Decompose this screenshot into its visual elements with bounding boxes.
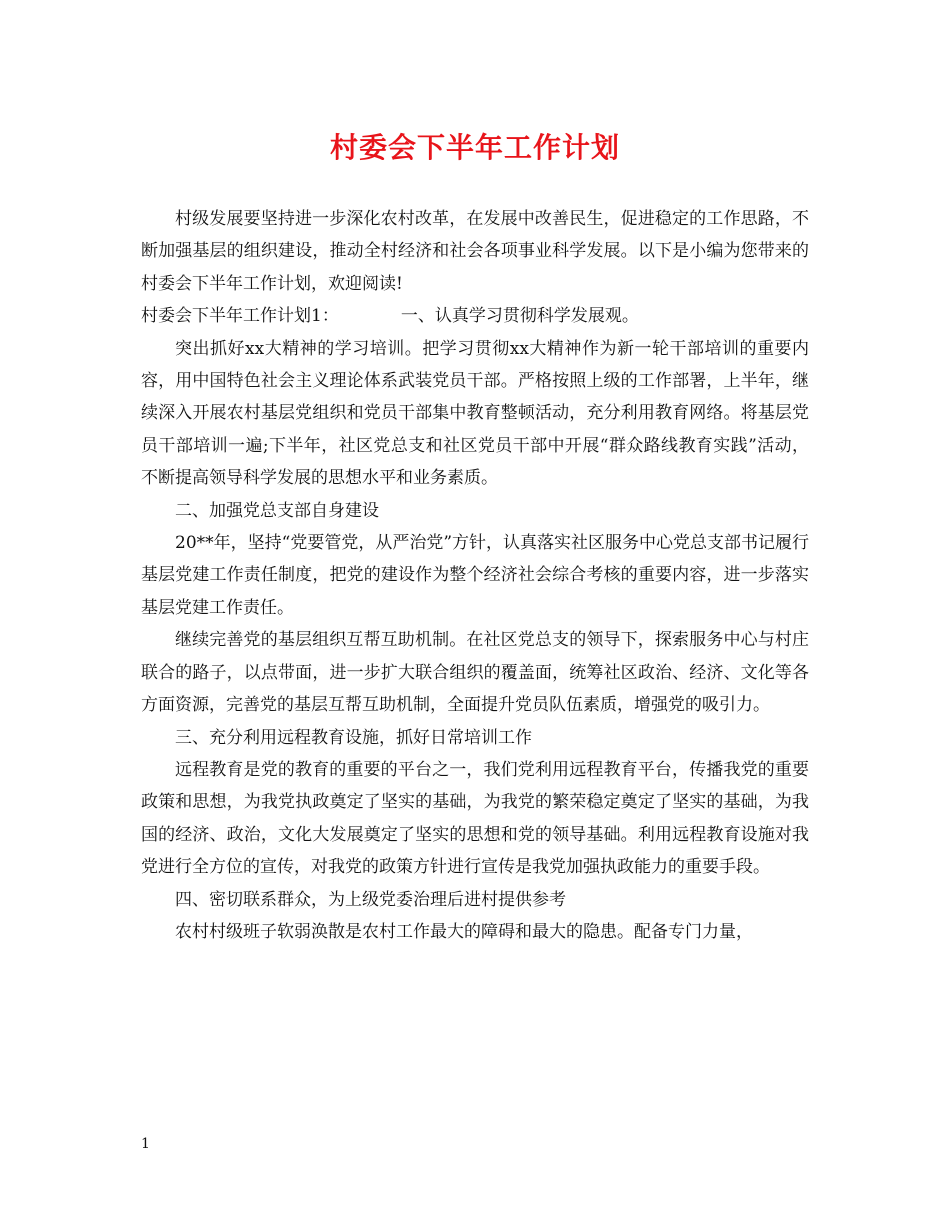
body-paragraph: 继续完善党的基层组织互帮互助机制。在社区党总支的领导下，探索服务中心与村庄联合的路子，以点带面，进一步扩大联合组织的覆盖面，统筹社区政治、经济、文化等各方面资源，完善党的基层互帮互助机制，全面提升党员队伍素质，增强党的吸引力。 xyxy=(141,630,809,716)
section-heading-1: 一、认真学习贯彻科学发展观。 xyxy=(400,306,639,327)
document-title: 村委会下半年工作计划 xyxy=(329,131,620,164)
intro-paragraph: 村级发展要坚持进一步深化农村改革，在发展中改善民生，促进稳定的工作思路，不断加强基层的组织建设，推动全村经济和社会各项事业科学发展。以下是小编为您带来的村委会下半年工作计划，欢迎阅读! xyxy=(141,209,809,294)
body-paragraph: 远程教育是党的教育的重要的平台之一，我们党利用远程教育平台，传播我党的重要政策和思想，为我党执政奠定了坚实的基础，为我党的繁荣稳定奠定了坚实的基础，为我国的经济、政治，文化大发展奠定了坚实的思想和党的领导基础。利用远程教育设施对我党进行全方位的宣传，对我党的政策方针进行宣传是我党加强执政能力的重要手段。 xyxy=(141,759,809,878)
document-body xyxy=(141,203,809,948)
body-paragraph: 20**年，坚持“党要管党，从严治党”方针，认真落实社区服务中心党总支部书记履行基层党建工作责任制度，把党的建设作为整个经济社会综合考核的重要内容，进一步落实基层党建工作责任。 xyxy=(141,533,810,618)
section-heading-4: 四、密切联系群众，为上级党委治理后进村提供参考 xyxy=(175,889,566,910)
body-paragraph: 突出抓好xx大精神的学习培训。把学习贯彻xx大精神作为新一轮干部培训的重要内容，用中国特色社会主义理论体系武装党员干部。严格按照上级的工作部署，上半年，继续深入开展农村基层党组织和党员干部集中教育整顿活动，充分利用教育网络。将基层党员干部培训一遍;下半年，社区党总支和社区党员干部中开展“群众路线教育实践”活动，不断提高领导科学发展的思想水平和业务素质。 xyxy=(141,338,809,489)
plan-label: 村委会下半年工作计划1： xyxy=(141,306,339,327)
page-number: 1 xyxy=(141,1136,150,1152)
section-heading-2: 二、加强党总支部自身建设 xyxy=(175,500,379,521)
section-heading-3: 三、充分利用远程教育设施，抓好日常培训工作 xyxy=(175,727,532,748)
plan-line xyxy=(141,300,809,332)
body-paragraph: 农村村级班子软弱涣散是农村工作最大的障碍和最大的隐患。配备专门力量， xyxy=(175,921,753,942)
